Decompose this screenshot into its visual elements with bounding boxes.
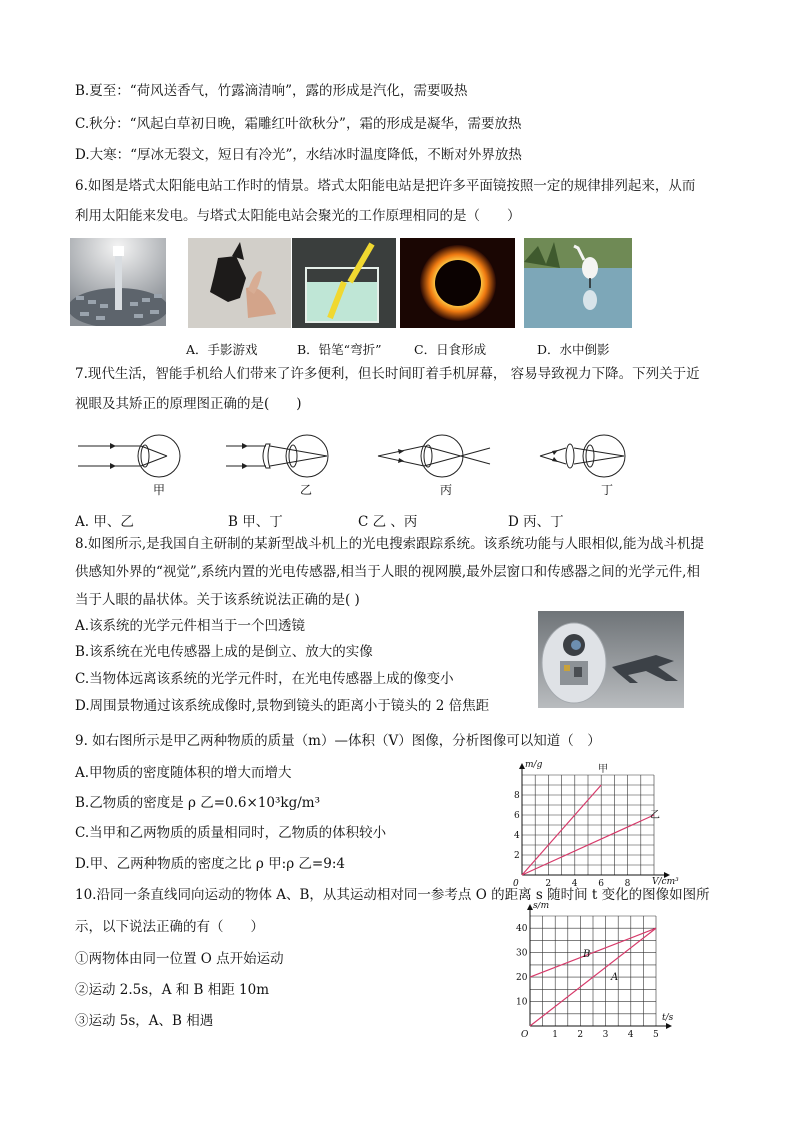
q6-caption-c: C．日食形成 [414, 342, 487, 357]
chart2-x-tick-label: 1 [552, 1030, 558, 1038]
eye-diagrams [74, 420, 674, 502]
chart2-y-axis-label: s/m [533, 902, 550, 911]
chart2-y-tick-label: 40 [516, 924, 528, 935]
q10-item-1: ①两物体由同一位置 O 点开始运动 [75, 951, 284, 967]
chart2-y-tick-label: 10 [516, 997, 528, 1008]
chart2-y-tick-label: 20 [516, 973, 528, 984]
q7-option-d: D 丙、丁 [508, 514, 564, 530]
chart2-series-label-2: A [611, 972, 619, 983]
q8-stem-line1: 8.如图所示,是我国自主研制的某新型战斗机上的光电搜索跟踪系统。该系统功能与人眼相似,能为战斗机提 [75, 536, 704, 552]
q5-option-d: D.大寒：“厚冰无裂文，短日有冷光”，水结冰时温度降低，不断对外界放热 [75, 147, 522, 163]
solar-eclipse-photo [400, 238, 515, 328]
chart1-x-tick-label: 6 [598, 879, 604, 886]
mass-volume-chart [502, 760, 692, 886]
q6-caption-d: D．水中倒影 [537, 342, 610, 357]
chart2-x-arrow [666, 1023, 672, 1029]
distance-time-chart [510, 902, 696, 1038]
chart1-origin-label: 0 [513, 879, 519, 886]
q7-option-c: C 乙 、丙 [358, 514, 418, 530]
chart1-y-tick-label: 2 [514, 851, 520, 861]
fighter-sensor-photo [538, 611, 684, 708]
chart1-x-tick-label: 8 [624, 879, 631, 886]
q7-stem-line1: 7.现代生活，智能手机给人们带来了许多便利，但长时间盯着手机屏幕， 容易导致视力下降。下列关于近 [75, 366, 700, 382]
q8-option-c: C.当物体远离该系统的光学元件时，在光电传感器上成的像变小 [75, 671, 454, 687]
q8-stem-line3: 当于人眼的晶状体。关于该系统说法正确的是( ) [75, 592, 360, 608]
q6-stem-line1: 6.如图是塔式太阳能电站工作时的情景。塔式太阳能电站是把许多平面镜按照一定的规律排列起来，从而 [75, 178, 696, 194]
q10-stem-line1: 10.沿同一条直线同向运动的物体 A、B，从其运动相对同一参考点 O 的距离 s 随时间 t 变化的图像如图所 [75, 887, 710, 903]
q10-item-3: ③运动 5s，A、B 相遇 [75, 1013, 214, 1029]
q10-item-2: ②运动 2.5s，A 和 B 相距 10m [75, 982, 270, 998]
chart1-x-tick-label: 4 [571, 879, 578, 886]
q7-stem-line2: 视眼及其矫正的原理图正确的是( ) [75, 396, 302, 412]
chart2-x-tick-label: 4 [627, 1030, 634, 1038]
eye-label-jia: 甲 [153, 483, 166, 497]
q7-option-a: A. 甲、乙 [75, 514, 134, 530]
q5-option-c: C.秋分：“风起白草初日晚，霜雕红叶欲秋分”，霜的形成是凝华，需要放热 [75, 116, 522, 132]
hand-shadow-photo [188, 238, 291, 328]
q5-option-b: B.夏至：“荷风送香气，竹露滴清响”，露的形成是汽化，需要吸热 [75, 83, 468, 99]
q8-option-b: B.该系统在光电传感器上成的是倒立、放大的实像 [75, 644, 373, 660]
egret-reflection-photo [524, 238, 632, 328]
chart1-y-tick-label: 4 [514, 831, 520, 841]
pencil-water-photo [292, 238, 396, 328]
eye-label-yi: 乙 [300, 483, 313, 497]
chart1-y-axis-label: m/g [525, 760, 543, 770]
q9-option-d: D.甲、乙两种物质的密度之比 ρ 甲:ρ 乙=9:4 [75, 856, 345, 872]
q9-option-a: A.甲物质的密度随体积的增大而增大 [75, 765, 292, 781]
eye-label-ding: 丁 [601, 483, 614, 497]
q9-stem: 9. 如右图所示是甲乙两种物质的质量（m）—体积（V）图像，分析图像可以知道（ ） [75, 733, 601, 749]
q10-stem-line2: 示，以下说法正确的有（ ） [75, 919, 264, 935]
chart2-origin-label: O [521, 1030, 529, 1038]
q6-stem-line2: 利用太阳能来发电。与塔式太阳能电站会聚光的工作原理相同的是（ ） [75, 208, 521, 224]
chart2-x-tick-label: 5 [653, 1030, 659, 1038]
q7-option-b: B 甲、丁 [228, 514, 283, 530]
chart1-y-tick-label: 6 [514, 811, 520, 821]
chart1-x-tick-label: 2 [545, 879, 552, 886]
q9-option-c: C.当甲和乙两物质的质量相同时，乙物质的体积较小 [75, 825, 387, 841]
q6-caption-b: B．铅笔“弯折” [297, 342, 382, 357]
chart2-series-label-1: B [583, 949, 591, 960]
chart1-series-label-1: 甲 [598, 764, 608, 775]
q6-caption-a: A．手影游戏 [186, 342, 258, 357]
chart2-x-tick-label: 3 [602, 1030, 609, 1038]
q9-option-b: B.乙物质的密度是 ρ 乙=0.6×10³kg/m³ [75, 795, 320, 811]
q8-stem-line2: 供感知外界的“视觉”,系统内置的光电传感器,相当于人眼的视网膜,最外层窗口和传感器之间的光学元件,相 [75, 564, 700, 580]
q8-option-a: A.该系统的光学元件相当于一个凹透镜 [75, 618, 306, 634]
chart2-x-axis-label: t/s [662, 1013, 674, 1023]
chart1-series-label-2: 乙 [650, 810, 660, 821]
q8-option-d: D.周围景物通过该系统成像时,景物到镜头的距离小于镜头的 2 倍焦距 [75, 698, 490, 714]
chart2-y-tick-label: 30 [516, 948, 528, 959]
chart1-y-tick-label: 8 [514, 791, 520, 801]
solar-tower-photo [70, 238, 166, 326]
eye-label-bing: 丙 [440, 483, 453, 497]
chart1-x-axis-label: V/cm³ [652, 877, 679, 886]
chart2-x-tick-label: 2 [577, 1030, 584, 1038]
